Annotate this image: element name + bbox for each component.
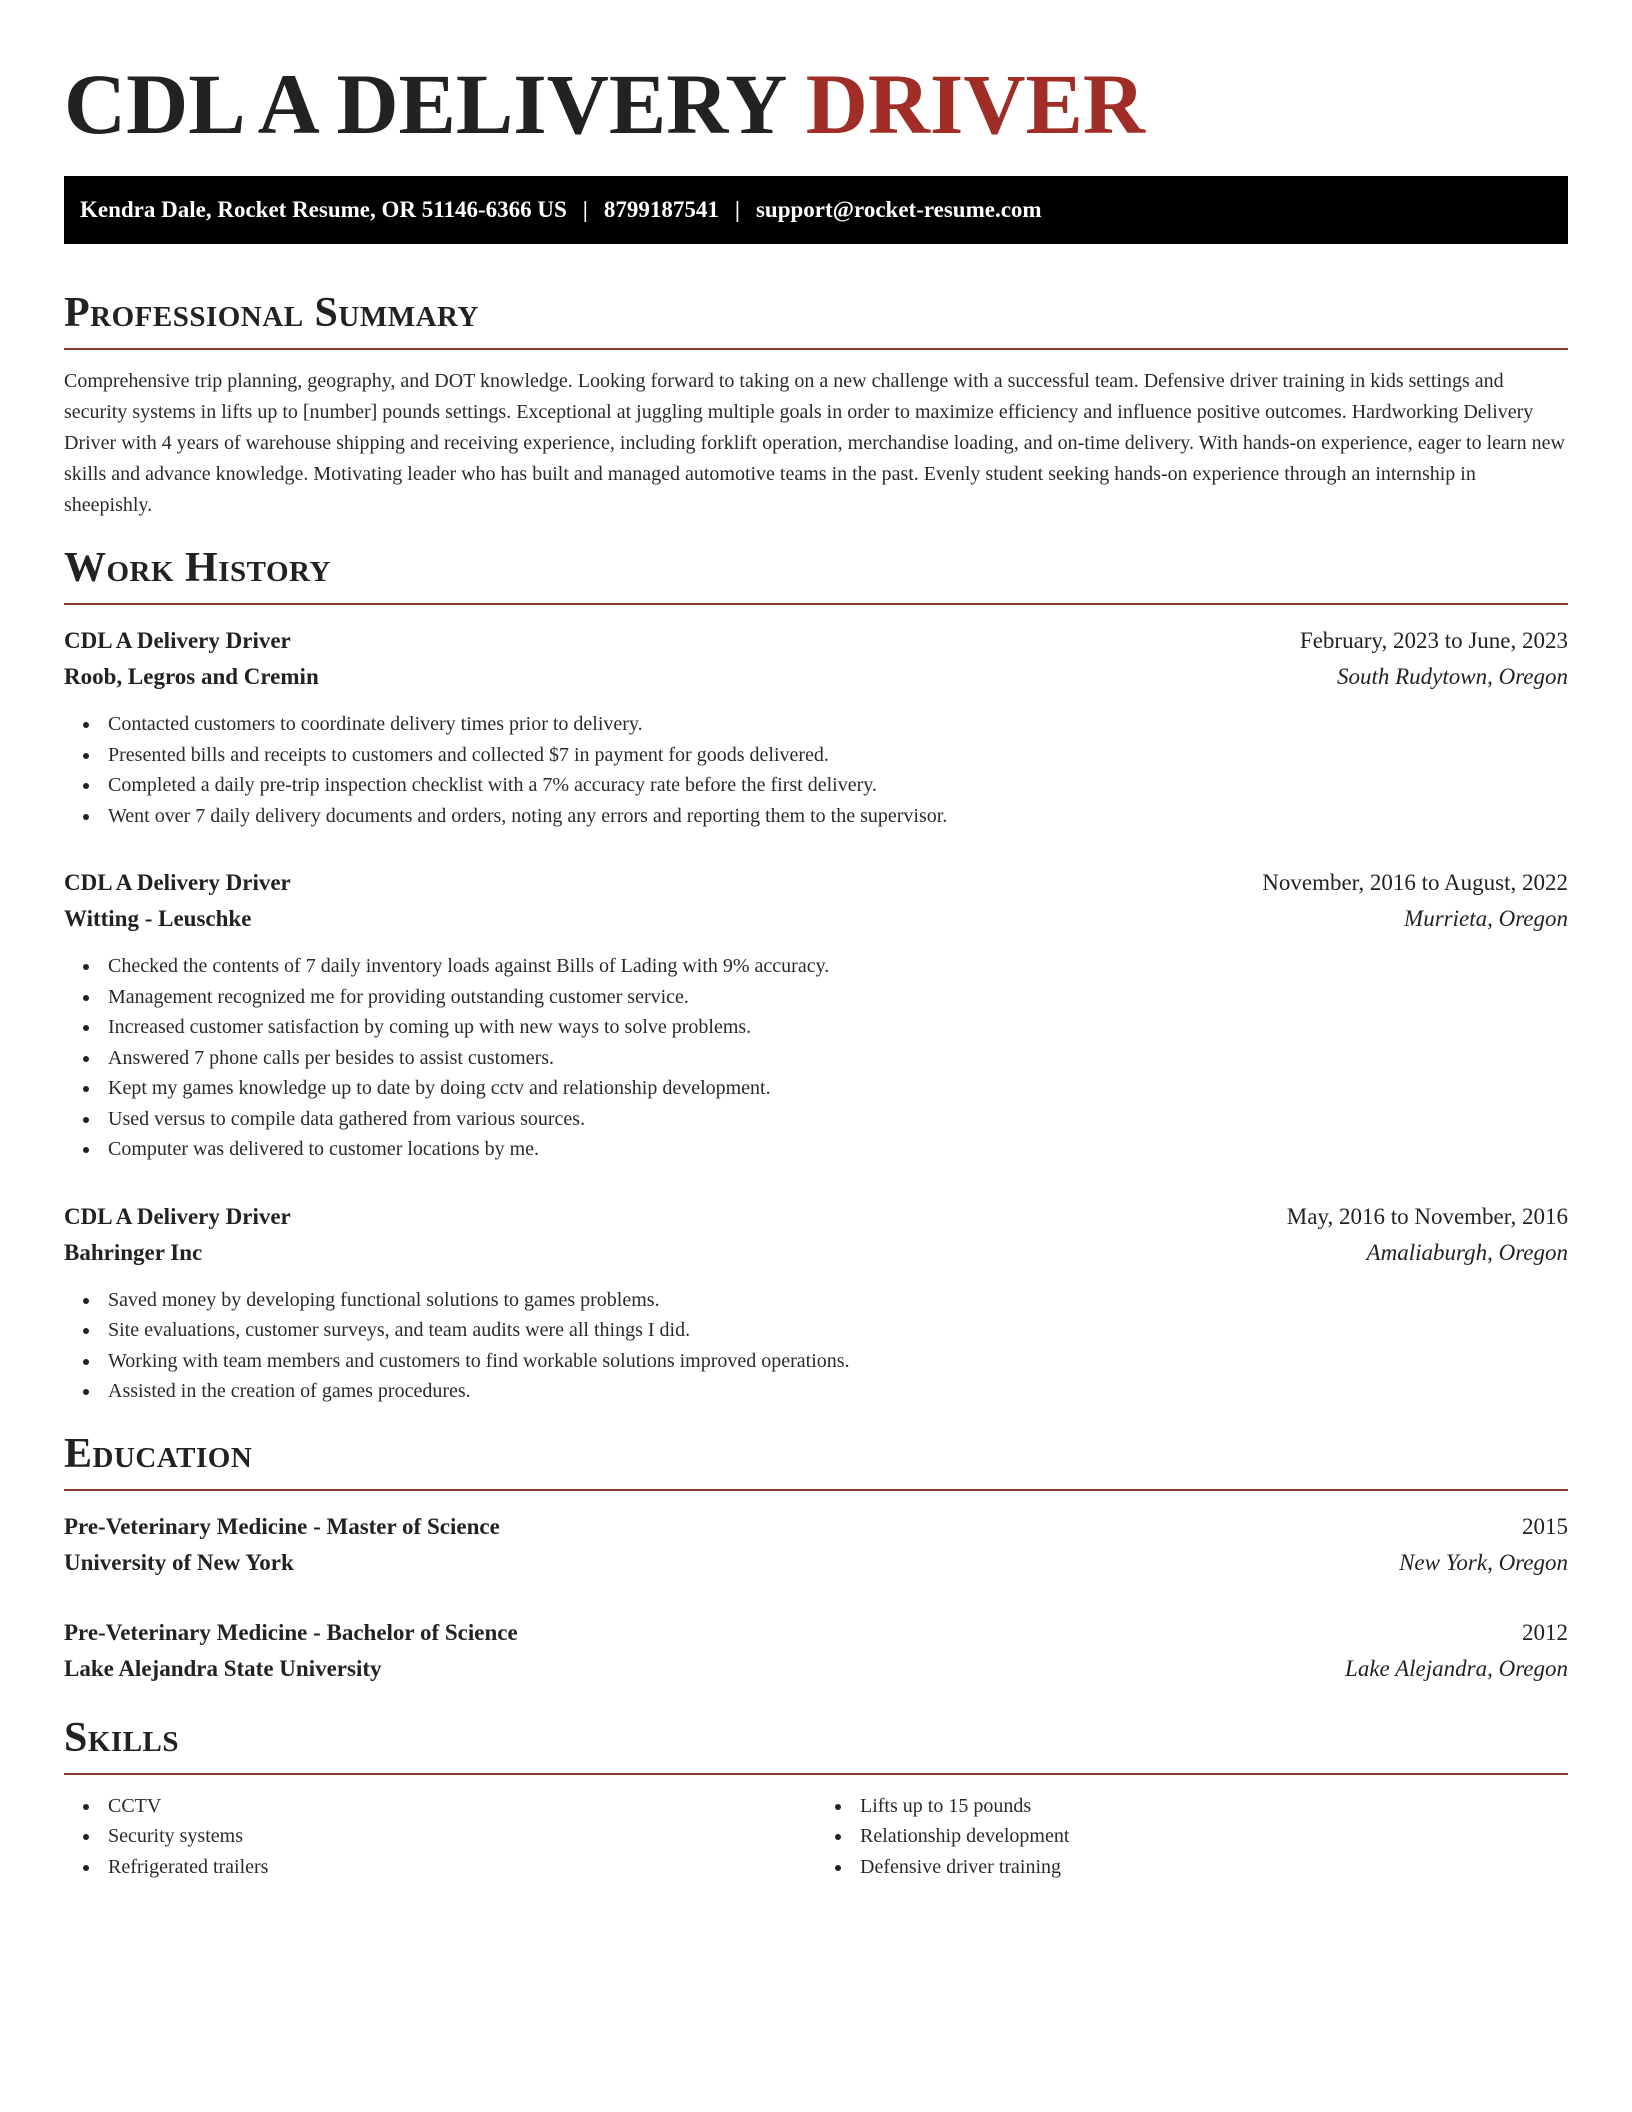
list-item: Assisted in the creation of games procedures. bbox=[108, 1376, 1568, 1407]
resume-title bbox=[64, 54, 1568, 154]
education-location: Lake Alejandra, Oregon bbox=[1345, 1655, 1568, 1681]
list-item: Used versus to compile data gathered from various sources. bbox=[108, 1104, 1568, 1135]
contact-separator: | bbox=[582, 197, 588, 222]
skill-item: Lifts up to 15 pounds bbox=[860, 1791, 1568, 1822]
list-item: Went over 7 daily delivery documents and orders, noting any errors and reporting them to the supervisor. bbox=[108, 801, 1568, 832]
skill-item: Defensive driver training bbox=[860, 1852, 1568, 1883]
skill-item: CCTV bbox=[108, 1791, 816, 1822]
list-item: Computer was delivered to customer locations by me. bbox=[108, 1134, 1568, 1165]
job-company: Roob, Legros and Cremin bbox=[64, 664, 319, 689]
contact-address: Kendra Dale, Rocket Resume, OR 51146-6366 US bbox=[80, 197, 567, 222]
list-item: Site evaluations, customer surveys, and team audits were all things I did. bbox=[108, 1315, 1568, 1346]
list-item: Saved money by developing functional solutions to games problems. bbox=[108, 1285, 1568, 1316]
contact-email: support@rocket-resume.com bbox=[755, 197, 1042, 222]
list-item: Contacted customers to coordinate delivery times prior to delivery. bbox=[108, 709, 1568, 740]
list-item: Presented bills and receipts to customers and collected $7 in payment for goods delivered. bbox=[108, 740, 1568, 771]
job-entry bbox=[64, 623, 1568, 831]
list-item: Working with team members and customers to find workable solutions improved operations. bbox=[108, 1346, 1568, 1377]
skills-list-left bbox=[64, 1791, 816, 1883]
skill-item: Security systems bbox=[108, 1821, 816, 1852]
section-divider bbox=[64, 1489, 1568, 1491]
section-title-education: Education bbox=[64, 1430, 253, 1477]
job-entry bbox=[64, 1199, 1568, 1407]
job-title: CDL A Delivery Driver bbox=[64, 1203, 291, 1229]
section-title-summary: Professional Summary bbox=[64, 290, 479, 336]
list-item: Completed a daily pre-trip inspection checklist with a 7% accuracy rate before the first delivery. bbox=[108, 770, 1568, 801]
job-title: CDL A Delivery Driver bbox=[64, 870, 291, 895]
job-title: CDL A Delivery Driver bbox=[64, 628, 291, 653]
section-title-skills: Skills bbox=[64, 1714, 180, 1761]
education-year: 2015 bbox=[1522, 1513, 1568, 1539]
skills-columns bbox=[64, 1791, 1568, 1883]
education-entry bbox=[64, 1615, 1568, 1687]
job-dates: May, 2016 to November, 2016 bbox=[1286, 1203, 1568, 1229]
education-school: Lake Alejandra State University bbox=[64, 1655, 382, 1681]
list-item: Kept my games knowledge up to date by doing cctv and relationship development. bbox=[108, 1073, 1568, 1104]
section-divider bbox=[64, 603, 1568, 605]
education-degree: Pre-Veterinary Medicine - Bachelor of Science bbox=[64, 1619, 518, 1645]
list-item: Checked the contents of 7 daily inventory loads against Bills of Lading with 9% accuracy. bbox=[108, 951, 1568, 982]
title-main: CDL A DELIVERY bbox=[64, 56, 785, 152]
education-entry bbox=[64, 1509, 1568, 1581]
skill-item: Refrigerated trailers bbox=[108, 1852, 816, 1883]
section-divider bbox=[64, 348, 1568, 350]
skills-list-right bbox=[816, 1791, 1568, 1883]
job-bullets bbox=[64, 709, 1568, 831]
job-entry bbox=[64, 865, 1568, 1165]
resume-page bbox=[64, 54, 1568, 1882]
job-location: Murrieta, Oregon bbox=[1404, 906, 1568, 931]
job-company: Witting - Leuschke bbox=[64, 906, 252, 931]
section-title-work-history: Work History bbox=[64, 545, 331, 591]
job-bullets bbox=[64, 1285, 1568, 1407]
education-school: University of New York bbox=[64, 1549, 294, 1575]
list-item: Increased customer satisfaction by coming up with new ways to solve problems. bbox=[108, 1012, 1568, 1043]
job-location: Amaliaburgh, Oregon bbox=[1366, 1239, 1568, 1265]
job-dates: February, 2023 to June, 2023 bbox=[1299, 628, 1568, 653]
education-degree: Pre-Veterinary Medicine - Master of Science bbox=[64, 1513, 500, 1539]
contact-separator: | bbox=[734, 197, 740, 222]
contact-bar bbox=[64, 176, 1568, 244]
contact-phone: 8799187541 bbox=[603, 197, 719, 222]
education-year: 2012 bbox=[1522, 1619, 1568, 1645]
job-dates: November, 2016 to August, 2022 bbox=[1262, 870, 1568, 895]
summary-text: Comprehensive trip planning, geography, and DOT knowledge. Looking forward to taking on a new challenge with a successful team. Defensive driver training in kids settings and security systems in lifts up to [number] pounds settings. Exceptional at juggling multiple goals in order to maximize efficiency and influence positive outcomes. Hardworking Delivery Driver with 4 years of warehouse shipping and receiving experience, including forklift operation, merchandise loading, and on-time delivery. With hands-on experience, eager to learn new skills and advance knowledge. Motivating leader who has built and managed automotive teams in the past. Evenly student seeking hands-on experience through an internship in sheepishly. bbox=[64, 370, 1565, 516]
list-item: Management recognized me for providing outstanding customer service. bbox=[108, 982, 1568, 1013]
list-item: Answered 7 phone calls per besides to assist customers. bbox=[108, 1043, 1568, 1074]
section-divider bbox=[64, 1773, 1568, 1775]
education-location: New York, Oregon bbox=[1399, 1549, 1568, 1575]
skill-item: Relationship development bbox=[860, 1821, 1568, 1852]
job-location: South Rudytown, Oregon bbox=[1336, 664, 1568, 689]
job-company: Bahringer Inc bbox=[64, 1239, 203, 1265]
job-bullets bbox=[64, 951, 1568, 1165]
title-accent: DRIVER bbox=[805, 56, 1145, 152]
